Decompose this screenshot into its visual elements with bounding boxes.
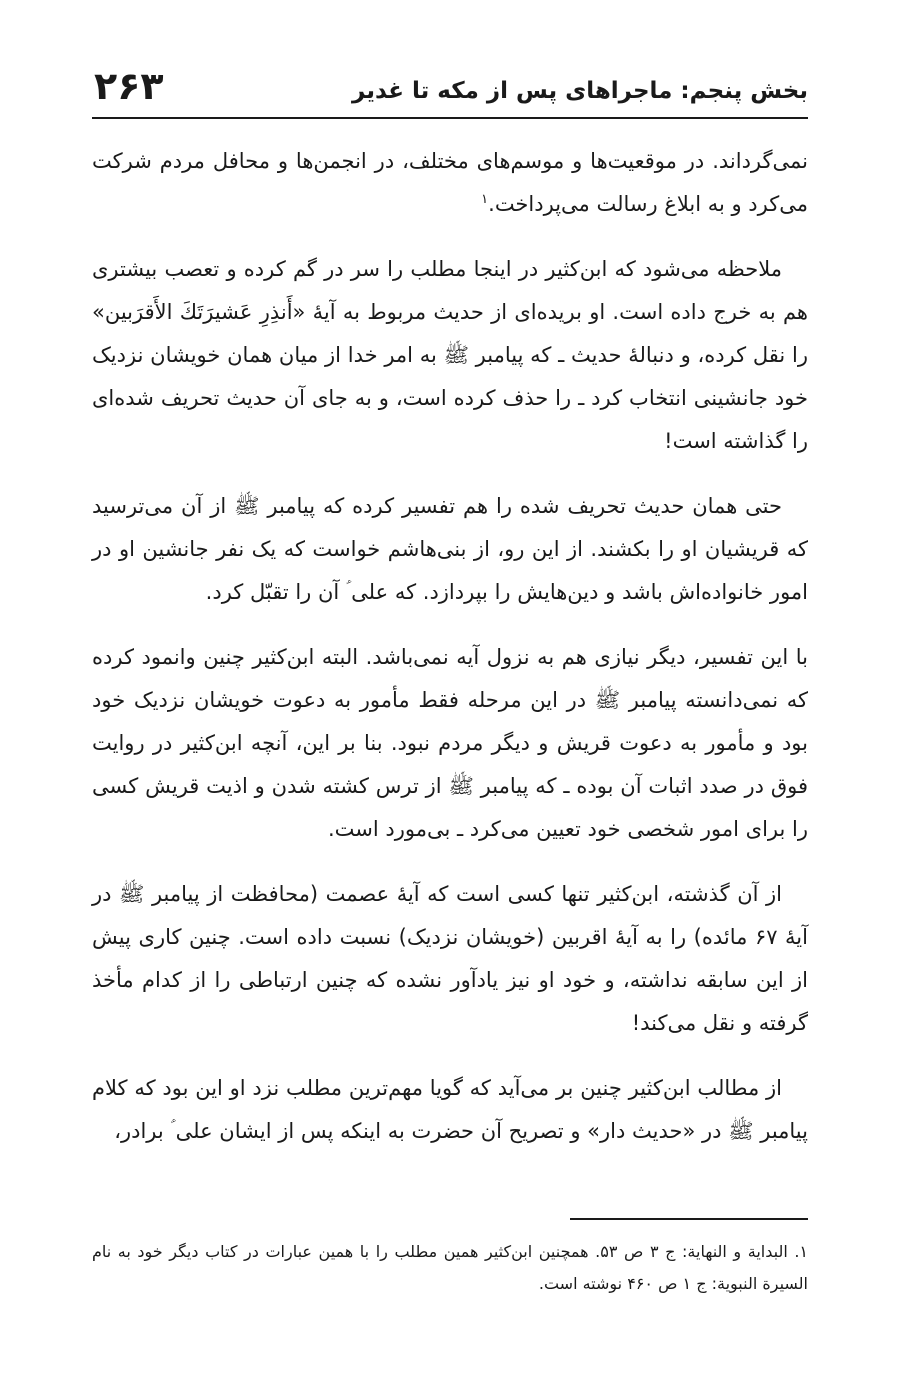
footnotes [92,1236,808,1300]
page-number: ۲۶۳ [94,64,164,108]
footnote-rule [570,1218,808,1220]
paragraph-4: با این تفسیر، دیگر نیازی هم به نزول آیه نمی‌باشد. البته ابن‌کثیر چنین وانمود کرده که نمی‌دانسته پیامبر ﷺ در این مرحله فقط مأمور به دعوت خویشان نزدیک خود بود و مأمور به دعوت قریش و دیگر مردم نبود. بنا بر این، آنچه ابن‌کثیر در روایت فوق در صدد اثبات آن بوده ـ که پیامبر ﷺ از ترس کشته شدن و اذیت قریش کسی را برای امور شخصی خود تعیین می‌کرد ـ بی‌مورد است. [92,645,808,841]
body-text [92,140,808,1175]
paragraph-3: حتی همان حدیث تحریف شده را هم تفسیر کرده که پیامبر ﷺ از آن می‌ترسید که قریشیان او را بکشند. از این رو، از بنی‌هاشم خواست که یک نفر جانشین او در امور خانواده‌اش باشد و دین‌هایش را بپردازد. که علی ؑ آن را تقبّل کرد. [92,494,808,604]
footnote-reference: ۱ [481,192,489,207]
footnote-1: ۱. البدایة و النهایة: ج ۳ ص ۵۳. همچنین ابن‌کثیر همین مطلب را با همین عبارات در کتاب دیگر خود به نام السیرة النبویة: ج ۱ ص ۴۶۰ نوشته است. [92,1242,809,1293]
running-title: بخش پنجم: ماجراهای پس از مکه تا غدیر [352,78,808,104]
page-header [92,64,808,114]
paragraph-1 [92,140,808,226]
paragraph-text: نمی‌گرداند. در موقعیت‌ها و موسم‌های مختلف، در انجمن‌ها و محافل مردم شرکت می‌کرد و به ابلاغ رسالت می‌پرداخت. [92,149,808,216]
paragraph-2: ملاحظه می‌شود که ابن‌کثیر در اینجا مطلب را سر در گم کرده و تعصب بیشتری هم به خرج داده است. او بریده‌ای از حدیث مربوط به آیهٔ «أَنذِرِ عَشيرَتَكَ الأَقرَبين» را نقل کرده، و دنبالهٔ حدیث ـ که پیامبر ﷺ به امر خدا از میان همان خویشان نزدیک خود جانشینی انتخاب کرد ـ را حذف کرده است، و به جای آن حدیث تحریف شده‌ای را گذاشته است! [92,257,808,453]
header-rule [92,117,808,119]
paragraph-5: از آن گذشته، ابن‌کثیر تنها کسی است که آیهٔ عصمت (محافظت از پیامبر ﷺ در آیهٔ ۶۷ مائده) را به آیهٔ اقربین (خویشان نزدیک) نسبت داده است. چنین کاری پیش از این سابقه نداشته، و خود او نیز یادآور نشده که چنین ارتباطی را از کدام مأخذ گرفته و نقل می‌کند! [92,882,808,1035]
book-page [92,0,808,1390]
paragraph-6: از مطالب ابن‌کثیر چنین بر می‌آید که گویا مهم‌ترین مطلب نزد او این بود که کلام پیامبر ﷺ در «حدیث دار» و تصریح آن حضرت به اینکه پس از ایشان علی ؑ برادر، [92,1076,808,1143]
